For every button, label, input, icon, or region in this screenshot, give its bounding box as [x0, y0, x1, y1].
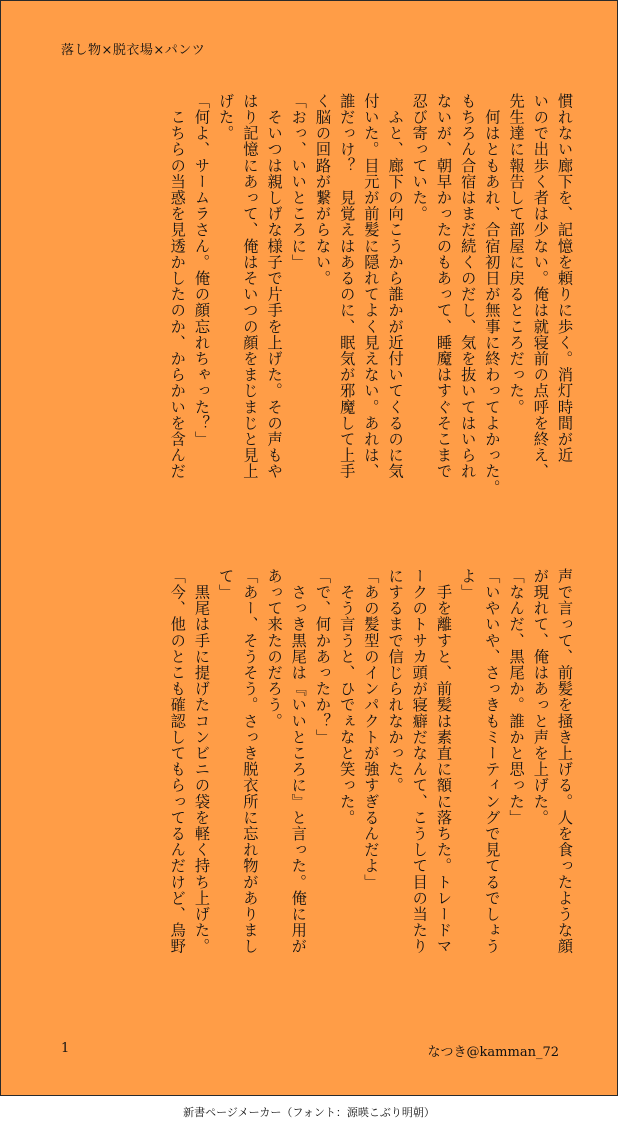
- text-block-lower: 声で言って、前髪を掻き上げる。人を食ったような顔 が現れて、俺はあっと声を上げた。 「なんだ、黒尾か。誰かと思った」 「いやいや、さっきもミーティングで見てるでしょう よ」 手を離すと、前髪は素直に額に落ちた。トレードマ ークのトサカ頭が寝癖だなんて、こうして目の当たり にするまで信じられなかった。 「あの髪型のインパクトが強すぎるんだよ」 そう言うと、ひでぇなと笑った。 「で、何かあったか？」 さっき黒尾は『いいところに』と言った。俺に用が あって来たのだろう。 「あー、そうそう。さっき脱衣所に忘れ物がありまし て」 黒尾は手に提げたコンビニの袋を軽く持ち上げた。 「今、他のとこも確認してもらってるんだけど、烏野: [168, 568, 574, 955]
- author-handle: なつき@kamman_72: [427, 1045, 559, 1060]
- page-title: 落し物×脱衣場×パンツ: [61, 43, 206, 58]
- generator-credit: 新書ページメーカー（フォント：源暎こぶり明朝）: [183, 1106, 435, 1119]
- text-block-upper: 慣れない廊下を、記憶を頼りに歩く。消灯時間が近 いので出歩く者は少ない。俺は就寝前の点呼を終え、 先生達に報告して部屋に戻るところだった。 何はともあれ、合宿初日が無事に終わってよかった。 もちろん合宿はまだ続くのだし、気を抜いてはいられ ないが、朝早かったのもあって、睡魔はすぐそこまで 忍び寄っていた。 ふと、廊下の向こうから誰かが近付いてくるのに気 付いた。目元が前髪に隠れてよく見えない。あれは、 誰だっけ？ 見覚えはあるのに、眠気が邪魔して上手 く脳の回路が繋がらない。 「おっ、いいところに」 そいつは親しげな様子で片手を上げた。その声もや はり記憶にあって、俺はそいつの顔をまじまじと見上 げた。 「何よ、サームラさん。俺の顔忘れちゃった？」 こちらの当惑を見透かしたのか、からかいを含んだ: [168, 93, 574, 496]
- page-number: 1: [61, 1041, 70, 1056]
